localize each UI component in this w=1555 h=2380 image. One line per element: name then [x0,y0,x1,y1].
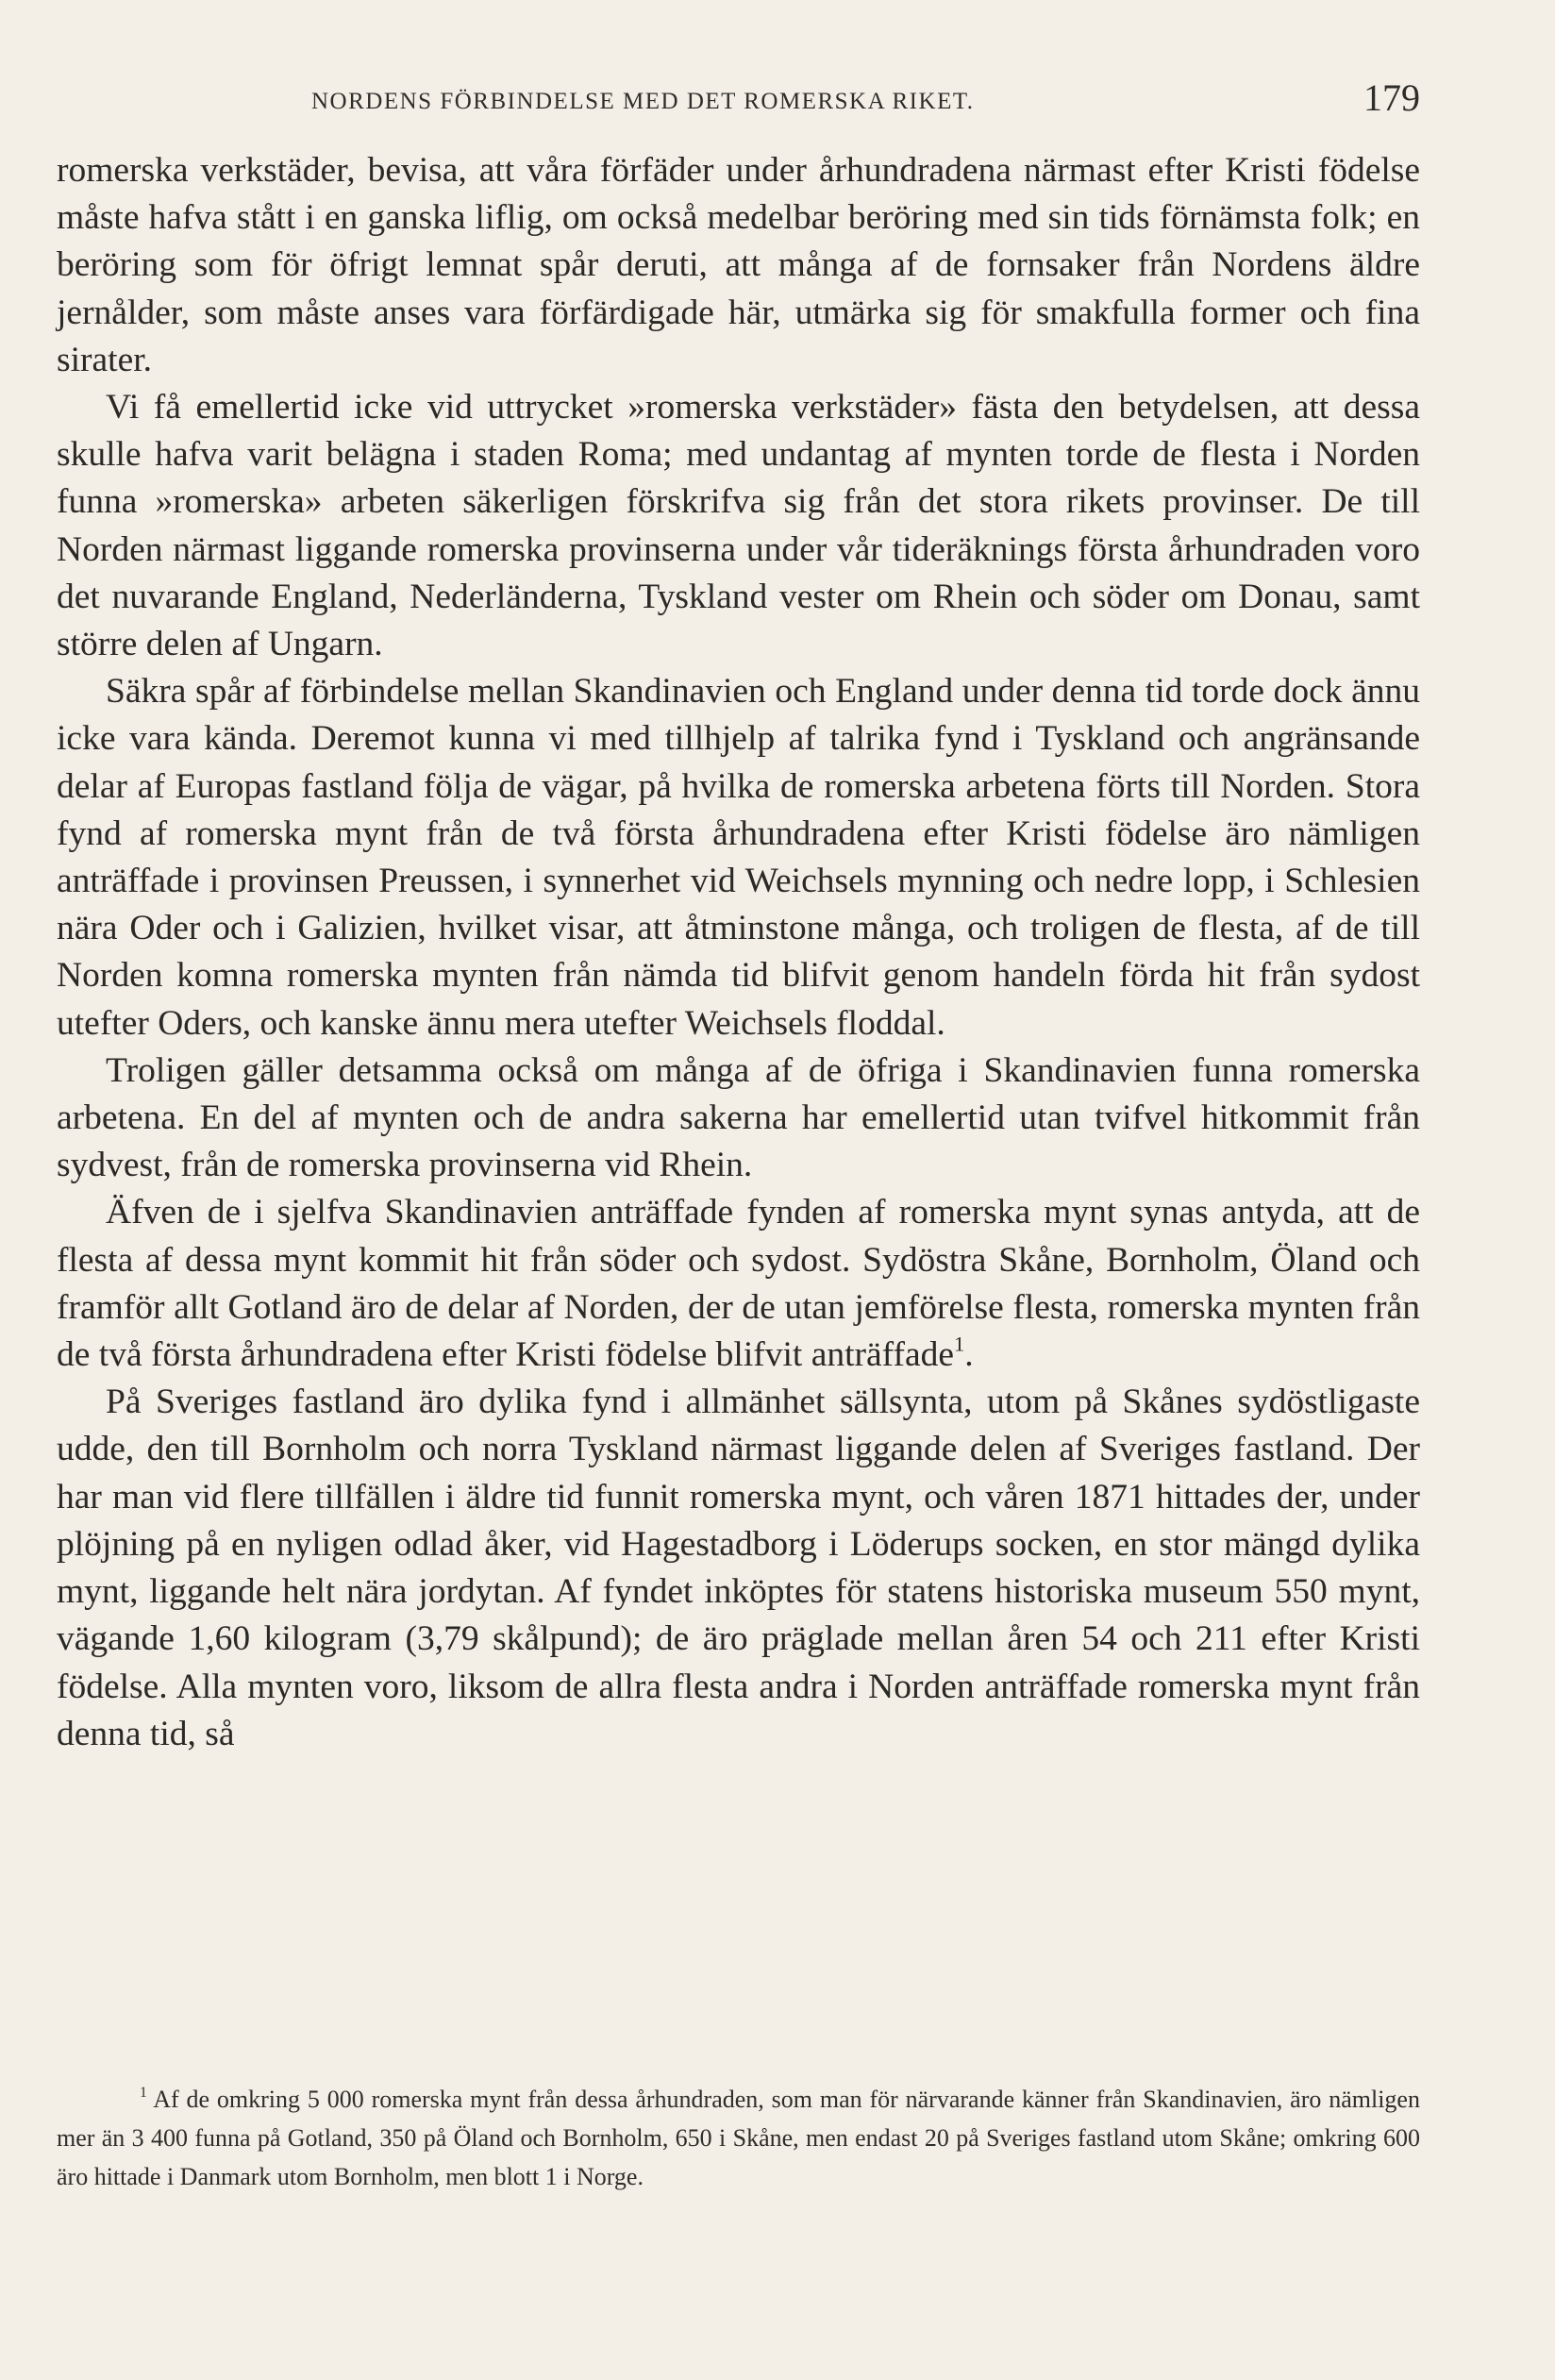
paragraph-1: romerska verkstäder, bevisa, att våra förfäder under århundradena närmast efter Kristi födelse måste hafva stått i en ganska liflig, om också medelbar beröring med sin tids förnämsta folk; en beröring som för öfrigt lemnat spår deruti, att många af de fornsaker från Nordens äldre jernålder, som måste anses vara förfärdigade här, utmärka sig för smakfulla former och fina sirater. [57,151,1420,379]
footnote-reference: 1 [953,1332,965,1356]
footnote-text: Af de omkring 5 000 romerska mynt från dessa århundraden, som man för närvarande känner från Skandinavien, äro nämligen mer än 3 400 funna på Gotland, 350 på Öland och Bornholm, 650 i Skåne, men endast 20 på Sveriges fastland utom Skåne; omkring 600 äro hittade i Danmark utom Bornholm, men blott 1 i Norge. [57,2086,1420,2190]
paragraph-5-end: . [964,1335,974,1375]
footnote-1 [57,2080,1420,2196]
body-text [57,147,1420,1758]
running-title: NORDENS FÖRBINDELSE MED DET ROMERSKA RIKET. [311,89,975,114]
paragraph-3: Säkra spår af förbindelse mellan Skandinavien och England under denna tid torde dock ännu icke vara kända. Deremot kunna vi med tillhjelp af talrika fynd i Tyskland och angränsande delar af Europas fastland följa de vägar, på hvilka de romerska arbetena förts till Norden. Stora fynd af romerska mynt från de två första århundradena efter Kristi födelse äro nämligen anträffade i provinsen Preussen, i synnerhet vid Weichsels mynning och nedre lopp, i Schlesien nära Oder och i Galizien, hvilket visar, att åtminstone många, och troligen de flesta, af de till Norden komna romerska mynten från nämda tid blifvit genom handeln förda hit från sydost utefter Oders, och kanske ännu mera utefter Weichsels floddal. [57,672,1420,1043]
footnotes [57,2080,1420,2196]
footnote-marker: 1 [140,2085,147,2102]
paragraph-5 [57,1189,1420,1379]
paragraph-6: På Sveriges fastland äro dylika fynd i allmänhet sällsynta, utom på Skånes sydöstligaste udde, den till Bornholm och norra Tyskland närmast liggande delen af Sveriges fastland. Der har man vid flere tillfällen i äldre tid funnit romerska mynt, och våren 1871 hittades der, under plöjning på en nyligen odlad åker, vid Hagestadborg i Löderups socken, en stor mängd dylika mynt, liggande helt nära jordytan. Af fyndet inköptes för statens historiska museum 550 mynt, vägande 1,60 kilogram (3,79 skålpund); de äro präglade mellan åren 54 och 211 efter Kristi födelse. Alla mynten voro, liksom de allra flesta andra i Norden anträffade romerska mynt från denna tid, så [57,1383,1420,1753]
paragraph-5-text: Äfven de i sjelfva Skandinavien anträffade fynden af romerska mynt synas antyda, att de flesta af dessa mynt kommit hit från söder och sydost. Sydöstra Skåne, Bornholm, Öland och framför allt Gotland äro de delar af Norden, der de utan jemförelse flesta, romerska mynten från de två första århundradena efter Kristi födelse blifvit anträffade [57,1193,1420,1375]
page-header [57,75,1420,123]
paragraph-4: Troligen gäller detsamma också om många af de öfriga i Skandinavien funna romerska arbetena. En del af mynten och de andra sakerna har emellertid utan tvifvel hitkommit från sydvest, från de romerska provinserna vid Rhein. [57,1050,1420,1185]
paragraph-2: Vi få emellertid icke vid uttrycket »romerska verkstäder» fästa den betydelsen, att dessa skulle hafva varit belägna i staden Roma; med undantag af mynten torde de flesta i Norden funna »romerska» arbeten säkerligen förskrifva sig från det stora rikets provinser. De till Norden närmast liggande romerska provinserna under vår tideräknings första århundraden voro det nuvarande England, Nederländerna, Tyskland vester om Rhein och söder om Donau, samt större delen af Ungarn. [57,388,1420,664]
page-number: 179 [1363,76,1420,119]
